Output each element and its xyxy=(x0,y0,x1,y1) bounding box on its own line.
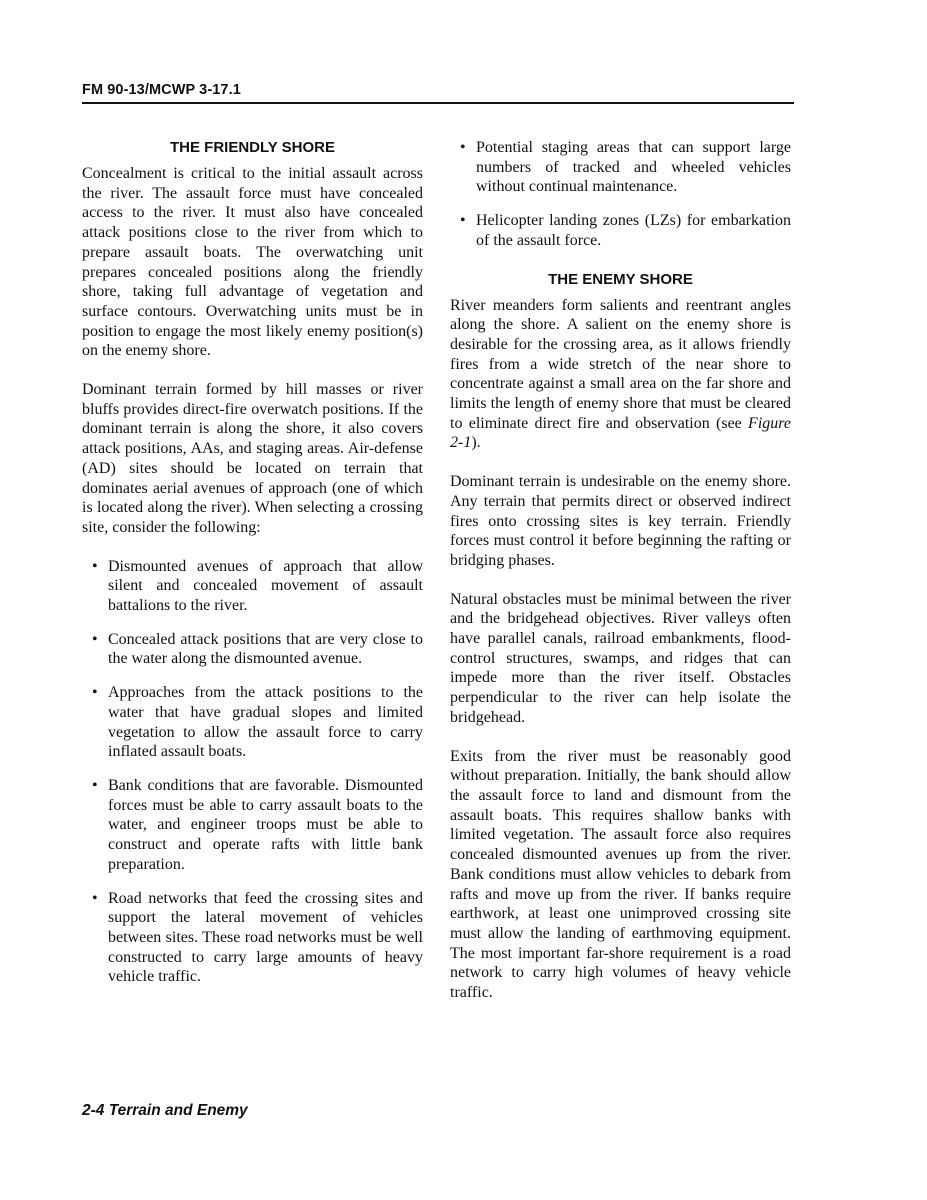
bullet-icon: • xyxy=(460,139,466,156)
paragraph-text-end: ). xyxy=(471,434,481,452)
list-item-text: Helicopter landing zones (LZs) for embarkation of the assault force. xyxy=(476,212,791,249)
section-title-friendly-shore: THE FRIENDLY SHORE xyxy=(169,139,336,156)
bullet-icon: • xyxy=(92,684,98,702)
list-item xyxy=(82,557,423,616)
enemy-shore-paragraph-3: Natural obstacles must be minimal between the river and the bridgehead objectives. River valleys often have parallel canals, railroad embankments, flood-control structures, swamps, and ridges that can impede more than the river itself. Obstacles perpendicular to the river can help isolate the bridgehead. xyxy=(450,590,791,726)
list-item xyxy=(82,889,423,988)
bullet-icon: • xyxy=(92,630,98,648)
enemy-shore-paragraph-1 xyxy=(450,296,791,454)
list-item xyxy=(450,138,791,197)
page-footer: 2-4 Terrain and Enemy xyxy=(82,1102,248,1119)
list-item xyxy=(82,630,423,669)
document-id: FM 90-13/MCWP 3-17.1 xyxy=(82,82,241,98)
bullet-icon: • xyxy=(92,776,98,794)
enemy-shore-paragraph-4: Exits from the river must be reasonably good without preparation. Initially, the bank should allow the assault force to land and dismount from the assault boats. This requires shallow banks with limited vegetation. The assault force also requires concealed dismounted avenues up from the river. Bank conditions must allow vehicles to debark from rafts and move up from the river. If banks require earthwork, at least one unimproved crossing site must allow the landing of earthmoving equipment. The most important far-shore requirement is a road network to carry high volumes of heavy vehicle traffic. xyxy=(450,747,791,1002)
right-column xyxy=(450,138,791,1003)
list-item-text: Bank conditions that are favorable. Dismounted forces must be able to carry assault boats to the water, and engineer troops must be able to construct and operate rafts with little bank preparation. xyxy=(108,776,423,873)
enemy-shore-paragraph-2: Dominant terrain is undesirable on the enemy shore. Any terrain that permits direct or observed indirect fires onto crossing sites is key terrain. Friendly forces must control it before beginning the rafting or bridging phases. xyxy=(450,473,791,569)
friendly-shore-paragraph-2: Dominant terrain formed by hill masses or river bluffs provides direct-fire overwatch positions. If the dominant terrain is along the shore, it also covers attack positions, AAs, and staging areas. Air-defense (AD) sites should be located on terrain that dominates aerial avenues of approach (one of which is located along the river). When selecting a crossing site, consider the following: xyxy=(82,381,423,536)
paragraph-text: River meanders form salients and reentrant angles along the shore. A salient on the enemy shore is desirable for the crossing area, as it allows friendly fires from a wide stretch of the near shore to concentrate against a small area on the far shore and limits the length of enemy shore that must be cleared to eliminate direct fire and observation (see xyxy=(450,296,791,432)
list-item xyxy=(82,776,423,875)
list-item xyxy=(450,211,791,250)
list-item-text: Concealed attack positions that are very close to the water along the dismounted avenue. xyxy=(108,630,423,668)
figure-reference-link[interactable]: Figure 2-1 xyxy=(450,414,791,452)
list-item xyxy=(82,683,423,762)
left-column xyxy=(82,138,423,1006)
list-item-text: Approaches from the attack positions to the water that have gradual slopes and limited vegetation to allow the assault force to carry inflated assault boats. xyxy=(108,684,423,761)
crossing-site-considerations-list-continued xyxy=(450,138,791,251)
list-item-text: Road networks that feed the crossing sites and support the lateral movement of vehicles between sites. These road networks must be well constructed to carry large amounts of heavy vehicle traffic. xyxy=(108,889,423,986)
bullet-icon: • xyxy=(92,557,98,575)
bullet-icon: • xyxy=(92,889,98,907)
section-title-enemy-shore: THE ENEMY SHORE xyxy=(548,270,693,288)
bullet-icon: • xyxy=(460,212,466,230)
list-item-text: Potential staging areas that can support large numbers of tracked and wheeled vehicles without continual maintenance. xyxy=(476,139,791,196)
friendly-shore-paragraph-1: Concealment is critical to the initial assault across the river. The assault force must have concealed access to the river. It must also have concealed attack positions close to the river from which to prepare assault boats. The overwatching unit prepares concealed positions along the friendly shore, taking full advantage of vegetation and surface contours. Overwatching units must be in position to engage the most likely enemy position(s) on the enemy shore. xyxy=(82,165,423,360)
crossing-site-considerations-list xyxy=(82,557,423,987)
running-header xyxy=(82,80,794,104)
list-item-text: Dismounted avenues of approach that allow silent and concealed movement of assault battalions to the river. xyxy=(108,557,423,615)
